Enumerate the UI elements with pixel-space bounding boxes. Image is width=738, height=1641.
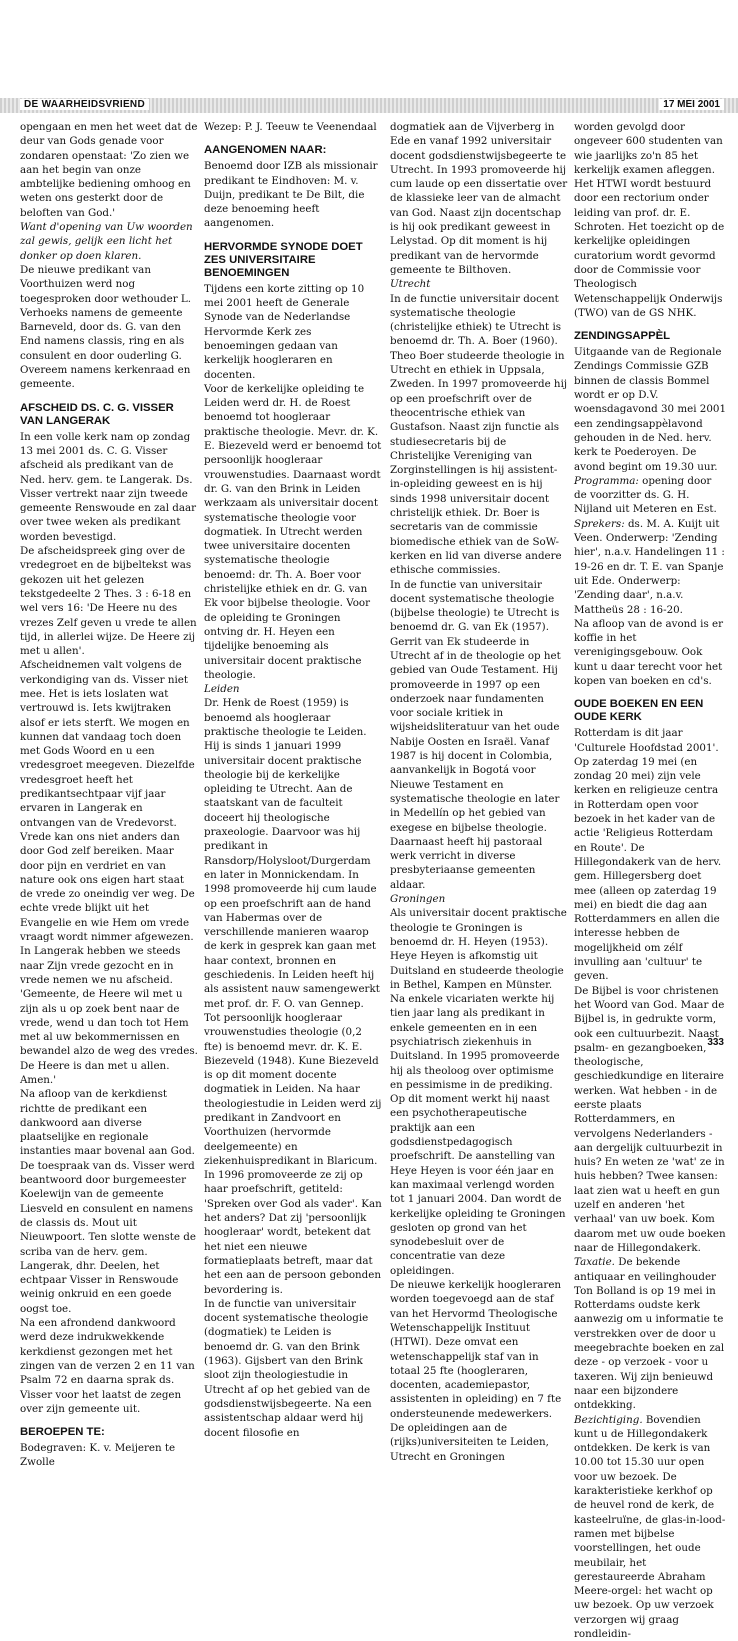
- paragraph: Benoemd door IZB als missionair predikant te Eindhoven: M. v. Duijn, predikant te De Bilt, die deze benoeming heeft aangenomen.: [204, 160, 378, 230]
- text-programma: opening door de voorzitter ds. G. H. Nijland uit Meteren en Est.: [574, 474, 717, 516]
- page-number: 333: [707, 1037, 724, 1048]
- paragraph: De afscheidspreek ging over de vredegroet en de bijbeltekst was gekozen uit het gelezen tekstgedeelte 2 Thes. 3 : 6-18 en wel vers 16: 'De Heere nu des vrezes Zelf geven u vrede te allen tijd, in allerlei wijze. De Heere zij met u allen'.: [20, 545, 197, 658]
- paragraph-sprekers: [574, 517, 726, 617]
- paragraph: worden gevolgd door ongeveer 600 studenten van wie jaarlijks zo'n 85 het kerkelijk examen afleggen. Het HTWI wordt bestuurd door een rectorium onder leiding van prof. dr. E. Schroten. Het toezicht op de kerkelijke opleidingen curatorium wordt gevormd door de Commissie voor Theologisch Wetenschappelijk Onderwijs (TWO) van de GS NHK.: [574, 121, 725, 319]
- heading-synode: HERVORMDE SYNODE DOET ZES UNIVERSITAIRE BENOEMINGEN: [204, 240, 363, 279]
- paragraph: In de functie van universitair docent systematische theologie (dogmatiek) te Leiden is benoemd dr. G. van den Brink (1963). Gijsbert van den Brink sloot zijn theologiestudie in Utrecht af op het gebied van de godsdienstwijsbegeerte. Na een assistentschap aldaar werd hij docent filosofie en: [204, 1297, 372, 1439]
- paragraph: Tijdens een korte zitting op 10 mei 2001 heeft de Generale Synode van de Nederlandse Hervormde Kerk zes benoemingen gedaan van kerkelijk hoogleraren en docenten.: [204, 282, 365, 381]
- paragraph: Tot persoonlijk hoogleraar vrouwenstudies theologie (0,2 fte) is benoemd mevr. dr. K. E. Biezeveld (1948). Kune Biezeveld is op dit moment docente dogmatiek in Leiden. Na haar theologiestudie in Leiden werd zij predikant in Zandvoort en Voorthuizen (hervormde deelgemeente) en ziekenhuispredikant in Blaricum. In 1996 promoveerde ze zij op haar proefschrift, getiteld: 'Spreken over God als vader'. Kan het anders? Dat zij 'persoonlijk hoogleraar' wordt, betekent dat het niet een nieuwe formatieplaats betreft, maar dat het een aan de persoon gebonden bevordering is.: [204, 1011, 382, 1296]
- label-bezichtiging: Bezichtiging.: [574, 1413, 643, 1426]
- paragraph: Voor de kerkelijke opleiding te Leiden werd dr. H. de Roest benoemd tot hoogleraar praktische theologie. Mevr. dr. K. E. Biezeveld werd er benoemd tot persoonlijk hoogleraar vrouwenstudies. Daarnaast wordt dr. G. van den Brink in Leiden werkzaam als universitair docent systematische theologie voor dogmatiek. In Utrecht werden twee universitaire docenten systematische theologie benoemd: dr. Th. A. Boer voor christelijke ethiek en dr. G. van Ek voor bijbelse theologie. Voor de opleiding te Groningen ontving dr. H. Heyen een tijdelijke benoeming als universitair docent praktische theologie.: [204, 382, 382, 681]
- label-taxatie: Taxatie.: [574, 1256, 615, 1269]
- paragraph-programma: [574, 474, 726, 517]
- issue-date: 17 MEI 2001: [659, 99, 724, 110]
- heading-aangenomen: AANGENOMEN NAAR:: [204, 144, 327, 157]
- subheading-leiden: Leiden: [204, 683, 240, 696]
- text-bezichtiging: Bovendien kunt u de Hillegondakerk ontdekken. De kerk is van 10.00 tot 15.30 uur open voor uw bezoek. De karakteristieke kerkhof op de heuvel rond de kerk, de kasteelruïne, de glas-in-lood-ramen met bijbelse voorstellingen, het oude meubilair, het gerestaureerde Abraham Meere-orgel: het wacht op uw bezoek. Op uw verzoek verzorgen wij graag rondleidin-: [574, 1413, 726, 1640]
- text-sprekers: ds. M. A. Kuijt uit Veen. Onderwerp: 'Zending hier', n.a.v. Handelingen 11 : 19-26 en dr. T. E. van Spanje uit Ede. Onderwerp: 'Zending daar', n.a.v. Mattheüs 28 : 16-20.: [574, 517, 725, 616]
- paragraph: Dr. Henk de Roest (1959) is benoemd als hoogleraar praktische theologie te Leiden. Hij is sinds 1 januari 1999 universitair docent praktische theologie bij de kerkelijke opleiding te Utrecht. Aan de staatskant van de faculteit doceert hij theologische praxeologie. Daarvoor was hij predikant in Ransdorp/Holysloot/Durgerdam en later in Monnickendam. In 1998 promoveerde hij cum laude op een proefschrift aan de hand van Habermas over de verschillende manieren waarop de kerk in gesprek kan gaan met haar context, bronnen en geschiedenis. In Leiden heeft hij als assistent nauw samengewerkt met prof. dr. F. O. van Gennep.: [204, 697, 380, 1010]
- paragraph: De Bijbel is voor christenen het Woord van God. Maar de Bijbel is, in gedrukte vorm, ook een cultuurbezit. Naast psalm- en gezangboeken, theologische, geschiedkundige en literaire werken. Wat hebben - in de eerste plaats Rotterdammers, en vervolgens Nederlanders - aan dergelijk cultuurbezit in huis? En weten ze 'wat' ze in huis hebben? Twee kansen: laat zien wat u heeft en gun uzelf en anderen 'het verhaal' van uw boek. Kom daarom met uw oude boeken naar de Hillegondakerk.: [574, 984, 726, 1254]
- text-taxatie: De bekende antiquaar en veilinghouder Ton Bolland is op 19 mei in Rotterdams oudste kerk aanwezig om u informatie te verstrekken over de door u meegebrachte boeken en zal deze - op verzoek - voor u taxeren. Wij zijn benieuwd naar een bijzondere ontdekking.: [574, 1256, 725, 1412]
- paragraph-bezichtiging: [574, 1413, 726, 1641]
- paragraph: Na een afrondend dankwoord werd deze indrukwekkende kerkdienst gezongen met het zingen van de verzen 2 en 11 van Psalm 72 en daarna sprak ds. Visser voor het laatst de zegen over zijn gemeente uit.: [20, 1317, 195, 1415]
- column-4: [574, 120, 726, 1640]
- paragraph: De nieuwe kerkelijk hoogleraren worden toegevoegd aan de staf van het Hervormd Theologische Wetenschappelijk Instituut (HTWI). Deze omvat een wetenschappelijk staf van in totaal 25 fte (hoogleraren, docenten, academiepastor, assistenten in opleiding) en 7 fte ondersteunende medewerkers. De opleidingen aan de (rijks)universiteiten te Leiden, Utrecht en Groningen: [390, 1279, 562, 1463]
- quote: Want d'opening van Uw woorden zal gewis, gelijk een licht het donker op doen klaren.: [20, 221, 193, 262]
- paragraph: Rotterdam is dit jaar 'Culturele Hoofdstad 2001'. Op zaterdag 19 mei (en zondag 20 mei) zijn vele kerken en religieuze centra in Rotterdam open voor bezoek in het kader van de actie 'Religieus Rotterdam en Route'. De Hillegondakerk van de herv. gem. Hillegersberg doet mee (alleen op zaterdag 19 mei) en biedt die dag aan Rotterdammers en allen die interesse hebben de mogelijkheid om zélf invulling aan 'cultuur' te geven.: [574, 727, 722, 983]
- paragraph: In een volle kerk nam op zondag 13 mei 2001 ds. C. G. Visser afscheid als predikant van de Ned. herv. gem. te Langerak. Ds. Visser vertrekt naar zijn tweede gemeente Renswoude en zal daar over twee weken als predikant worden bevestigd.: [20, 430, 197, 543]
- heading-beroepen: BEROEPEN TE:: [20, 1426, 105, 1439]
- paragraph: Uitgaande van de Regionale Zendings Commissie GZB binnen de classis Bommel wordt er op D.V. woensdagavond 30 mei 2001 een zendingsappèlavond gehouden in de Ned. herv. kerk te Poederoyen. De avond begint om 19.30 uur.: [574, 346, 726, 473]
- heading-oude-boeken: OUDE BOEKEN EN EEN OUDE KERK: [574, 698, 704, 724]
- heading-afscheid: AFSCHEID DS. C. G. VISSER VAN LANGERAK: [20, 401, 174, 427]
- paragraph: opengaan en men het weet dat de deur van Gods genade voor zondaren openstaat: 'Zo zien we aan het begin van onze ambtelijke bediening omhoog en weten ons gesterkt door de beloften van God.': [20, 121, 198, 219]
- subheading-utrecht: Utrecht: [390, 278, 431, 291]
- paragraph: In de functie universitair docent systematische theologie (christelijke ethiek) te Utrecht is benoemd dr. Th. A. Boer (1960). Theo Boer studeerde theologie in Utrecht en ethiek in Uppsala, Zweden. In 1997 promoveerde hij op een proefschrift over de theocentrische ethiek van Gustafson. Naast zijn functie als studiesecretaris bij de Christelijke Vereniging van Zorginstellingen is hij assistent-in-opleiding geweest en is hij sinds 1998 universitair docent christelijk ethiek. Dr. Boer is secretaris van de commissie biomedische ethiek van de SoW-kerken en lid van diverse andere ethische commissies.: [390, 292, 568, 577]
- paragraph: Wezep: P. J. Teeuw te Veenendaal: [204, 121, 377, 133]
- paragraph: Na afloop van de avond is er koffie in het verenigingsgebouw. Ook kunt u daar terecht voor het kopen van boeken en cd's.: [574, 617, 724, 687]
- label-programma: Programma:: [574, 474, 639, 487]
- column-3: [390, 120, 568, 1463]
- paragraph: De nieuwe predikant van Voorthuizen werd nog toegesproken door wethouder L. Verhoeks namens de gemeente Barneveld, door ds. G. van den End namens classis, ring en als consulent en door ouderling G. Overeem namens kerkenraad en gemeente.: [20, 263, 192, 391]
- label-sprekers: Sprekers:: [574, 517, 625, 530]
- paragraph: dogmatiek aan de Vijverberg in Ede en vanaf 1992 universitair docent godsdienstwijsbegeerte te Utrecht. In 1993 promoveerde hij cum laude op een dissertatie over de klassieke leer van de almacht van God. Naast zijn docentschap is hij ook predikant geweest in Lelystad. Op dit moment is hij predikant van de hervormde gemeente te Bilthoven.: [390, 121, 568, 276]
- subheading-groningen: Groningen: [390, 893, 446, 906]
- paragraph: Na afloop van de kerkdienst richtte de predikant een dankwoord aan diverse plaatselijke en regionale instanties maar bovenal aan God. De toespraak van ds. Visser werd beantwoord door burgemeester Koelewijn van de gemeente Liesveld en consulent en namens de classis ds. Mout uit Nieuwpoort. Ten slotte wenste de scriba van de herv. gem. Langerak, dhr. Deelen, het echtpaar Visser in Renswoude weinig onkruid en een goede oogst toe.: [20, 1088, 196, 1315]
- paragraph: Als universitair docent praktische theologie te Groningen is benoemd dr. H. Heyen (1953). Heye Heyen is afkomstig uit Duitsland en studeerde theologie in Bethel, Kampen en Münster. Na enkele vicariaten werkte hij tien jaar lang als predikant in enkele gemeenten en in een psychiatrisch ziekenhuis in Duitsland. In 1995 promoveerde hij als theoloog over optimisme en pessimisme in de prediking. Op dit moment werkt hij naast een psychotherapeutische praktijk aan een godsdienstpedagogisch proefschrift. De aanstelling van Heye Heyen is voor één jaar en kan maximaal verlengd worden tot 1 januari 2004. Dan wordt de kerkelijke opleiding te Groningen gesloten op grond van het synodebesluit over de concentratie van deze opleidingen.: [390, 907, 567, 1277]
- heading-zendingsappel: ZENDINGSAPPÈL: [574, 330, 671, 343]
- page-header: [0, 98, 738, 113]
- column-2: [204, 120, 382, 1439]
- masthead: DE WAARHEIDSVRIEND: [20, 99, 149, 110]
- paragraph-taxatie: [574, 1255, 726, 1412]
- paragraph: Afscheidnemen valt volgens de verkondiging van ds. Visser niet mee. Het is iets loslaten wat vertrouwd is. Iets kwijtraken alsof er iets sterft. We mogen en kunnen dat vandaag toch doen met Gods Woord en u een vredesgroet meegeven. Diezelfde vredesgroet heeft het predikantsechtpaar vijf jaar ervaren in Langerak en ontvangen van de Vredevorst. Vrede kan ons niet anders dan door God zelf bereiken. Maar door pijn en verdriet en van nature ook ons eigen hart staat de vrede zo oneindig ver weg. De echte vrede blijkt uit het Evangelie en wie Hem om vrede vraagt wordt nimmer afgewezen.: [20, 659, 195, 944]
- paragraph: Bodegraven: K. v. Meijeren te Zwolle: [20, 1442, 176, 1469]
- paragraph: In de functie van universitair docent systematische theologie (bijbelse theologie) te Utrecht is benoemd dr. G. van Ek (1957). Gerrit van Ek studeerde in Utrecht af in de theologie op het gebied van Oude Testament. Hij promoveerde in 1997 op een onderzoek naar fundamenten voor sociale kritiek in wijsheidsliteratuur van het oude Nabije Oosten en Israël. Vanaf 1987 is hij docent in Colombia, aanvankelijk in Bogotá voor Nieuwe Testament en systematische theologie en later in Medellín op het gebied van exegese en bijbelse theologie. Daarnaast heeft hij pastoraal werk verricht in diverse presbyteriaanse gemeenten aldaar.: [390, 578, 561, 891]
- column-1: [20, 120, 198, 1469]
- paragraph: In Langerak hebben we steeds naar Zijn vrede gezocht en in vrede nemen we nu afscheid. 'Gemeente, de Heere wil met u zijn als u op zoek bent naar de vrede, wend u dan toch tot Hem met al uw bekommernissen en bewandel alzo de weg des vredes. De Heere is dan met u allen. Amen.': [20, 945, 198, 1086]
